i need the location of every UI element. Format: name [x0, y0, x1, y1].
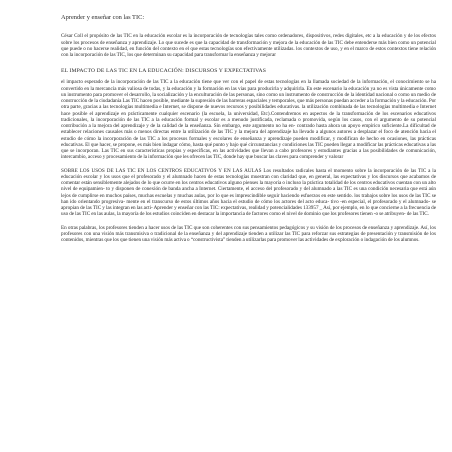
- spacer: [61, 161, 436, 168]
- section-body-impact: el impacto esperado de la incorporación de las TIC a la educación tiene que ver con el papel de estas tecnologías en la llamada sociedad de la información, el conocimiento se ha convertido en la mercancía más valiosa de todas, y la educación y la formación en las vías para producirla y adquirirla. En este escenario la educación ya no es vista únicamente como un instrumento para promover el desarrollo, la socialización y la enculturación de las personas, sino como un instrumento de construcción de la identidad nacional o como un medio de construcción de la ciudadanía Las TIC hacen posible, mediante la supresión de las barreras espaciales y temporales, que más personas puedan acceder a la formación y la educación. Por otra parte, gracias a las tecnologías multimedia e Internet, se dispone de nuevos recursos y posibilidades educativas. la utilización combinada de las tecnologías multimedia e Internet hace posible el aprendizaje en prácticamente cualquier escenario (la escuela, la universidad, Etc).Contendremos en aspectos de la transformación de los escenarios educativos tradicionales, la incorporación de las TIC a la educación formal y escolar es a menudo justificada, reclamada o promovida, según los casos, con el argumento de su potencial contribución a la mejora del aprendizaje y de la calidad de la enseñanza. Sin embargo, este argumento no ha en- contrado hasta ahora un apoyo empírico suficiente.La dificultad de establecer relaciones causales más o menos directas entre la utilización de las TIC y la mejora del aprendizaje ha llevado a algunos autores a desplazar el foco de atención hacia el estudio de cómo la incorporación de las TIC a los procesos formales y escolares de enseñanza y aprendizaje pueden modificar, y modifican de hecho en ocasiones, las prácticas educativas. El que hacer, se propone, es más bien indagar cómo, hasta qué punto y bajo qué circunstancias y condiciones las TIC pueden llegar a modificar las prácticas educativas a las que se incorporan. Las TIC en sus características propias y específicas, en las actividades que llevan a cabo profesores y estudiantes gracias a las posibilidades de comunicación, intercambio, acceso y procesamiento de la información que les ofrecen las TIC, donde hay que buscar las claves para comprender y valorar: [61, 79, 436, 161]
- intro-paragraph: César Coll el propósito de las TIC en la educación escolar es la incorporación de tecnologías tales como ordenadores, dispositivos, redes digitales, etc a la educación y de los efectos sobre los procesos de enseñanza y aprendizaje. Lo que sucede es que la capacidad de transformación y mejora de la educación de las TIC debe entenderse más bien como un potencial que puede o no hacerse realidad, en función del contexto en el que estas tecnologías son efectivamente utilizadas. los contextos de uso, y en el marco de estos contextos tiene relación con la incorporación de las TIC, los que determinan su capacidad para transformar la enseñanza y mejorar: [61, 33, 436, 59]
- section-body-usos: Los resultados radicales hasta el momento sobre la incorporación de las TIC a la educación escolar y los usos que el profesorado y el alumnado hacen de estas tecnologías muestran con claridad que, en general, las expectativas y los discursos que acabamos de comentar están sensiblemente alejados de lo que ocurre en los centros educativos alguno pienses la mayoría o incluso la práctica totalidad de los centros educativos cuentan con un alto nivel de equipamien- to y disponen de conexión de banda ancha a Internet. Ciertamente, el acceso del profesorado y del alumnado a las TIC es una condición necesaria que está aún lejos de cumplirse en muchos países, muchas escuelas y muchas aulas, por lo que es imprescindible seguir haciendo esfuerzos en este sentido. los trabajos sobre los usos de las TIC se han ido orientando progresiva- mente en el transcurso de estos últimos años hacia el estudio de cómo los actores del acto educa- tivo -en especial, el profesorado y el alumnado- se apropian de las TIC y las integran en las acti- Aprender y enseñar con las TIC: expectativas, realidad y potencialidades 133957 _ Así, por ejemplo, en lo que concierne a la frecuencia de uso de las TIC en las aulas, la mayoría de los estudios coinciden en destacar la importancia de factores como el nivel de dominio que los profesores tienen -o se atribuyen- de las TIC.: [61, 167, 436, 218]
- section-heading-impact: EL IMPACTO DE LAS TIC EN LA EDUCACIÓN: DISCURSOS Y EXPECTATIVAS: [61, 68, 267, 75]
- closing-paragraph: En otras palabras, los profesores tienden a hacer usos de las TIC que son coherentes con sus pensamientos pedagógicos y su visión de los procesos de enseñanza y aprendizaje. Así, los profesores con una visión más transmisiva o tradicional de la enseñanza y del aprendizaje tienden a utilizar las TIC para reforzar sus estrategias de presentación y transmisión de los contenidos, mientras que los que tienen una visión más activa o “constructivista” tienden a utilizarlas para promover las actividades de exploración o indagación de los alumnos.: [61, 224, 436, 244]
- section-heading-usos: SOBRE LOS USOS DE LAS TIC EN LOS CENTROS EDUCATIVOS Y EN LAS AULAS: [61, 167, 262, 174]
- document-title: Aprender y enseñar con las TIC:: [61, 14, 145, 21]
- section-usos-paragraph: [61, 168, 436, 218]
- spacer: [61, 58, 436, 68]
- spacer: [61, 218, 436, 225]
